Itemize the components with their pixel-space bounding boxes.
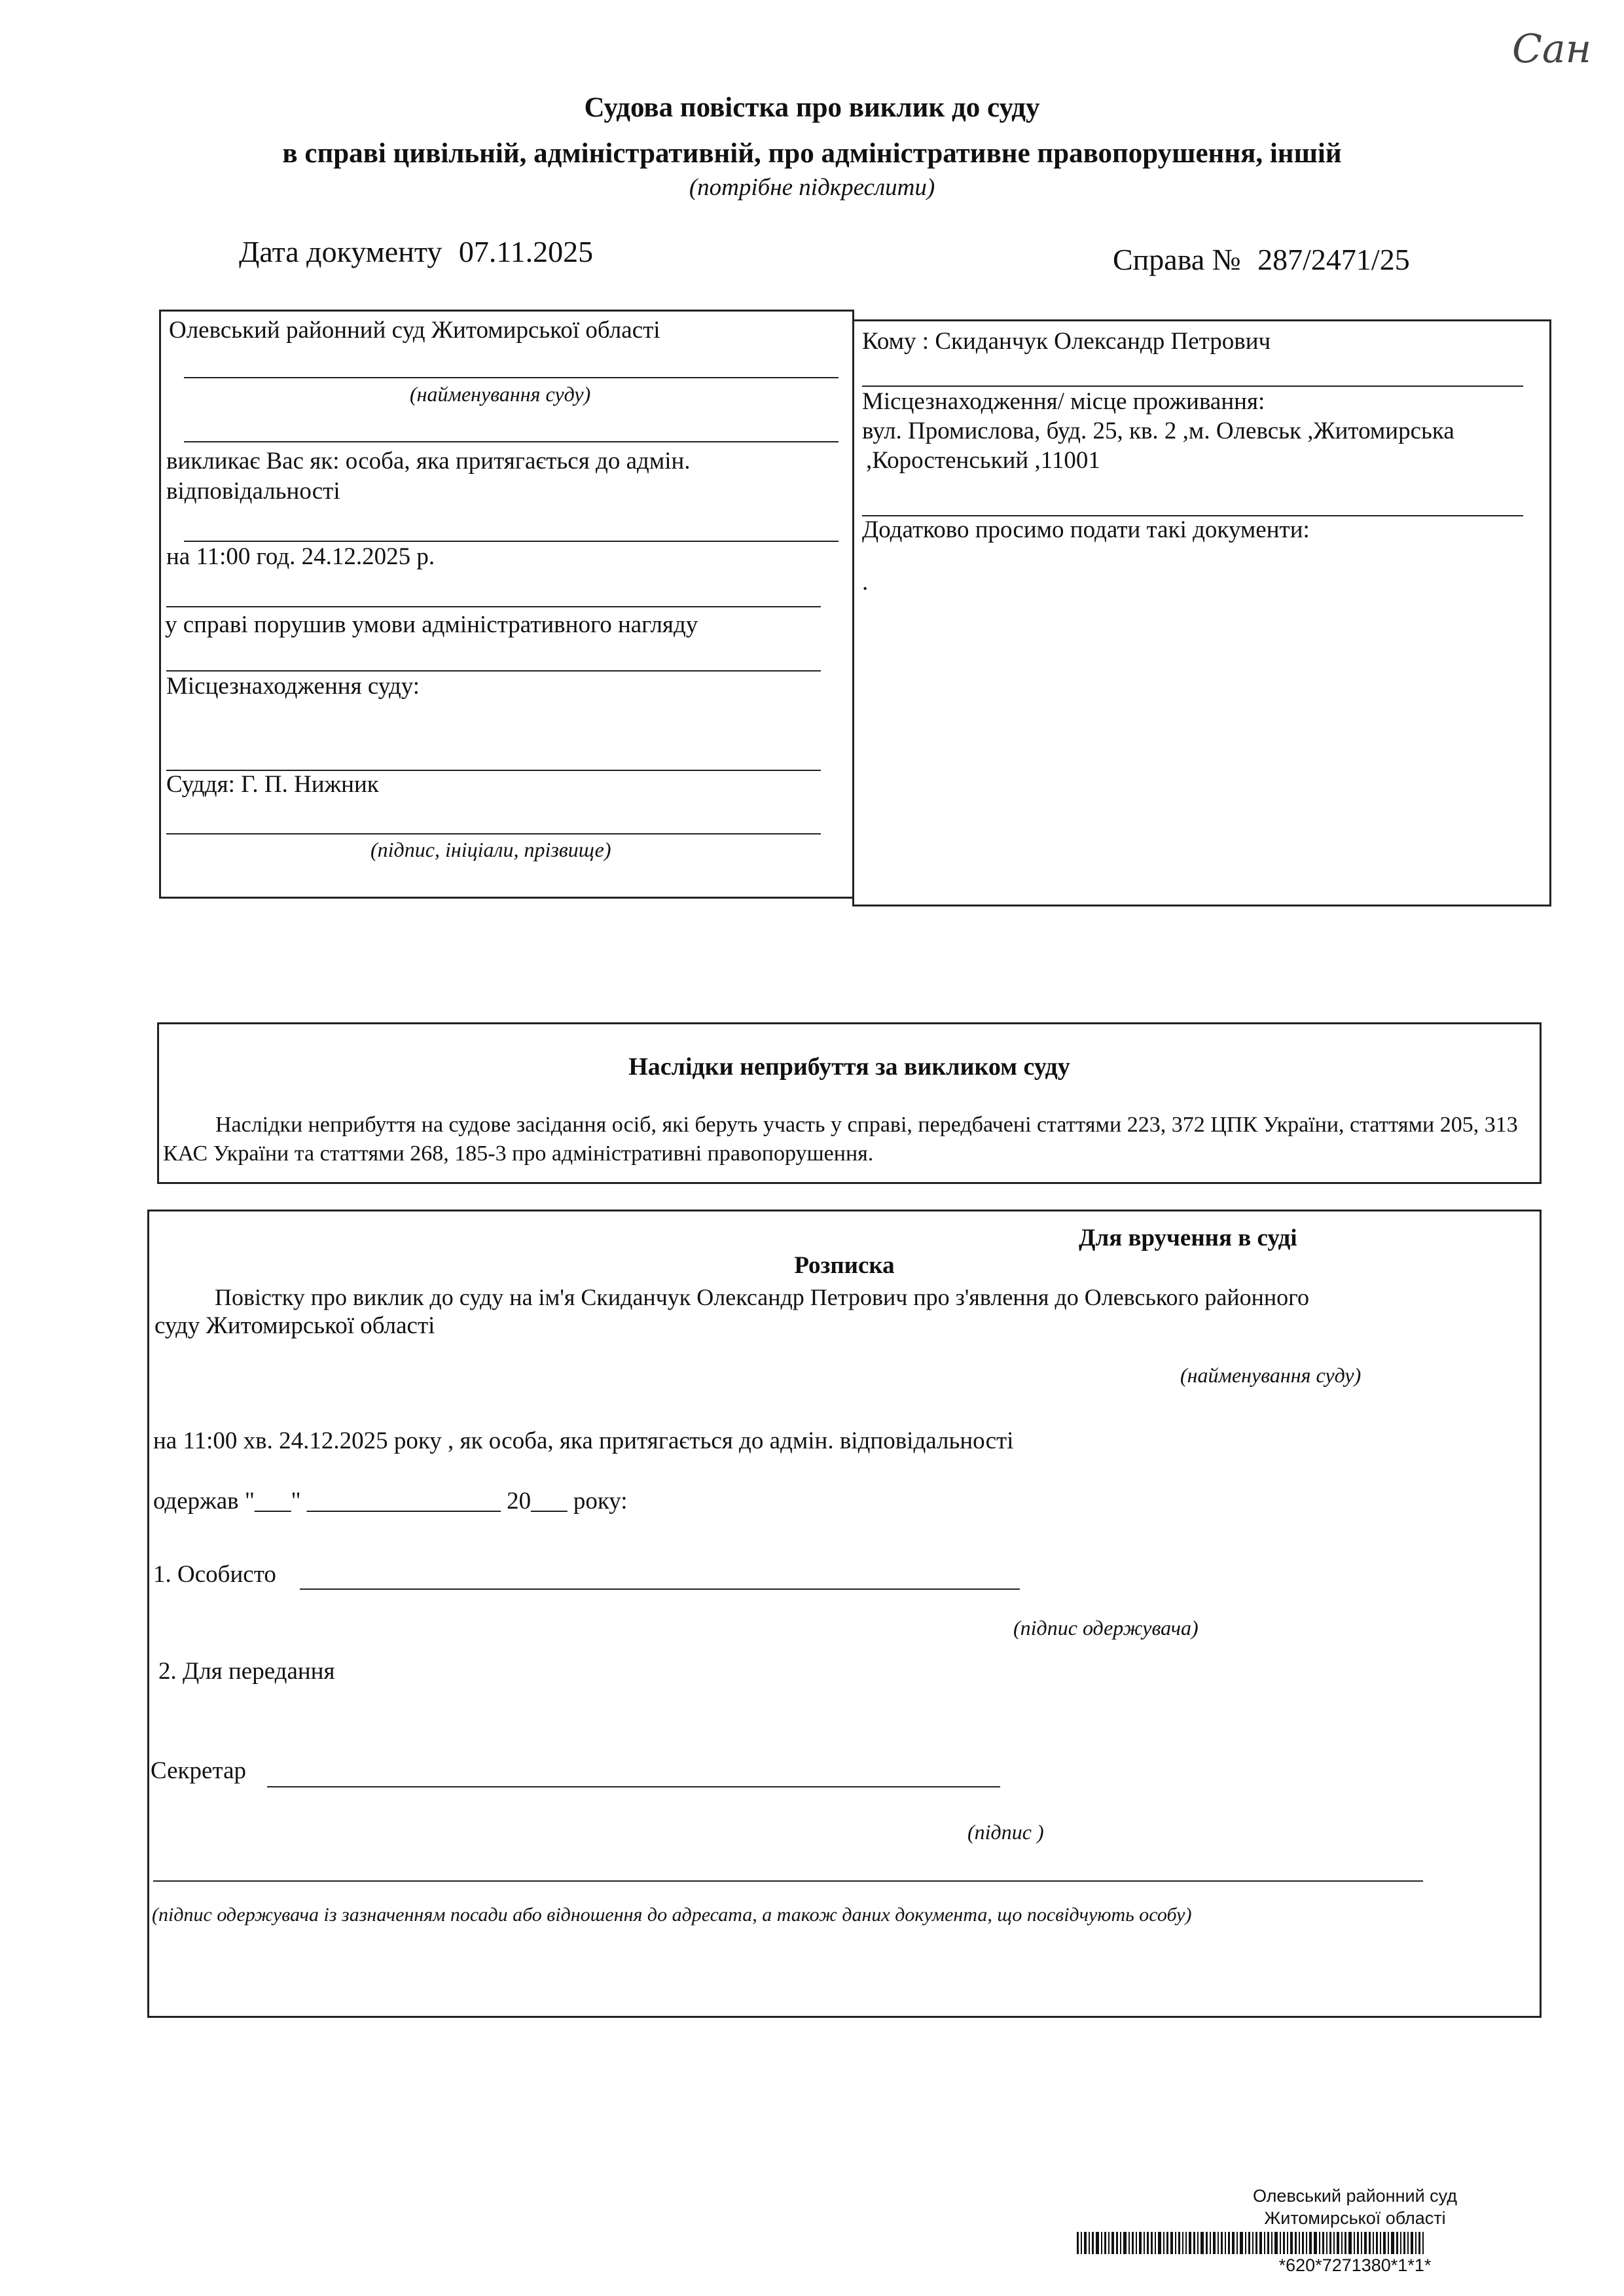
barcode-bar — [1116, 2232, 1118, 2254]
barcode-bar — [1418, 2232, 1420, 2254]
personally-signature-line — [300, 1588, 1020, 1590]
barcode-bar — [1283, 2232, 1285, 2254]
handwritten-note: Сан — [1512, 26, 1592, 72]
barcode-bar — [1373, 2232, 1374, 2254]
barcode-bar — [1361, 2232, 1362, 2254]
address-line-1: вул. Промислова, буд. 25, кв. 2 ,м. Олевськ ,Житомирська — [862, 418, 1454, 444]
consequences-box — [157, 1022, 1542, 1184]
barcode-bar — [1422, 2232, 1424, 2254]
summons-role: викликає Вас як: особа, яка притягається до адмін. відповідальності — [166, 448, 691, 505]
recipient-signature-line — [153, 1880, 1423, 1882]
barcode-bar — [1407, 2232, 1409, 2254]
document-title: Судова повістка про виклик до суду — [584, 92, 1040, 123]
barcode-bar — [1391, 2232, 1394, 2254]
barcode-bar — [1123, 2232, 1127, 2254]
barcode-bar — [1210, 2232, 1211, 2254]
case-number — [1113, 242, 1410, 277]
barcode-bar — [1322, 2232, 1324, 2254]
barcode-bar — [1314, 2232, 1317, 2254]
barcode-bar — [1252, 2232, 1254, 2254]
barcode-bar — [1369, 2232, 1371, 2254]
secretary-caption: (підпис ) — [967, 1820, 1044, 1844]
barcode-bar — [1411, 2232, 1413, 2254]
personally-label: 1. Особисто — [153, 1561, 276, 1588]
receipt-line-1: Повістку про виклик до суду на ім'я Скиданчук Олександр Петрович про з'явлення до Олевського районного — [215, 1284, 1310, 1310]
consequences-title: Наслідки неприбуття за викликом суду — [628, 1053, 1070, 1081]
receipt-time-line: на 11:00 хв. 24.12.2025 року , як особа, яка притягається до адмін. відповідальності — [153, 1427, 1014, 1454]
hearing-time: на 11:00 год. 24.12.2025 р. — [166, 543, 435, 570]
barcode-bar — [1344, 2232, 1346, 2254]
barcode — [1077, 2232, 1535, 2254]
barcode-bar — [1309, 2232, 1312, 2254]
secretary-signature-line — [267, 1786, 1000, 1787]
barcode-bar — [1132, 2232, 1134, 2254]
barcode-bar — [1144, 2232, 1145, 2254]
consequences-text: Наслідки неприбуття на судове засідання осіб, які беруть участь у справі, передбачені статтями 223, 372 ЦПК України, статтями 205, 313 КАС України та статтями 268, 185-3 про адміністративні правопорушення. — [163, 1113, 1518, 1166]
barcode-bar — [1341, 2232, 1343, 2254]
court-name: Олевський районний суд Житомирської області — [169, 317, 660, 344]
barcode-bar — [1319, 2232, 1320, 2254]
barcode-bar — [1326, 2232, 1327, 2254]
date-value: 07.11.2025 — [458, 235, 594, 268]
divider — [166, 606, 821, 607]
document-subtitle: в справі цивільній, адміністративній, про адміністративне правопорушення, іншій — [282, 138, 1342, 169]
footer-court-line-2: Житомирської області — [1264, 2208, 1446, 2228]
barcode-bar — [1383, 2232, 1386, 2254]
barcode-bar — [1084, 2232, 1087, 2254]
barcode-bar — [1299, 2232, 1300, 2254]
delivery-note: Для вручення в суді — [1079, 1225, 1297, 1251]
personally-caption: (підпис одержувача) — [1013, 1616, 1199, 1640]
barcode-bar — [1155, 2232, 1156, 2254]
barcode-bar — [1364, 2232, 1367, 2254]
barcode-bar — [1197, 2232, 1199, 2254]
barcode-bar — [1357, 2232, 1359, 2254]
barcode-bar — [1271, 2232, 1272, 2254]
secretary-label: Секретар — [151, 1757, 246, 1784]
bottom-caption: (підпис одержувача із зазначенням посади або відношення до адресата, а також даних документа, що посвідчують особу) — [152, 1904, 1192, 1926]
barcode-bar — [1248, 2232, 1250, 2254]
barcode-bar — [1175, 2232, 1176, 2254]
barcode-bar — [1255, 2232, 1257, 2254]
receipt-line-2: суду Житомирської області — [154, 1312, 435, 1339]
recipient-name: Кому : Скиданчук Олександр Петрович — [862, 328, 1271, 355]
court-name-caption: (найменування суду) — [410, 382, 591, 406]
barcode-bar — [1096, 2232, 1099, 2254]
divider — [184, 441, 839, 442]
date-label: Дата документу — [239, 235, 442, 268]
barcode-bar — [1240, 2232, 1243, 2254]
barcode-bar — [1354, 2232, 1355, 2254]
barcode-bar — [1101, 2232, 1102, 2254]
barcode-bar — [1280, 2232, 1281, 2254]
barcode-bar — [1400, 2232, 1401, 2254]
documents-value: . — [862, 569, 869, 596]
case-subject: у справі порушив умови адміністративного нагляду — [165, 611, 698, 638]
barcode-bar — [1287, 2232, 1288, 2254]
barcode-text: *620*7271380*1*1* — [1278, 2255, 1432, 2275]
barcode-bar — [1218, 2232, 1219, 2254]
address-line-2: ,Коростенський ,11001 — [866, 447, 1100, 474]
barcode-bar — [1225, 2232, 1226, 2254]
barcode-bar — [1163, 2232, 1164, 2254]
barcode-bar — [1221, 2232, 1223, 2254]
receipt-box — [147, 1210, 1542, 2018]
barcode-bar — [1245, 2232, 1246, 2254]
barcode-bar — [1232, 2232, 1235, 2254]
barcode-bar — [1236, 2232, 1238, 2254]
barcode-bar — [1376, 2232, 1378, 2254]
barcode-bar — [1228, 2232, 1230, 2254]
barcode-bar — [1200, 2232, 1204, 2254]
documents-label: Додатково просимо подати такі документи: — [862, 516, 1310, 543]
address-label: Місцезнаходження/ місце проживання: — [862, 388, 1265, 415]
barcode-bar — [1396, 2232, 1398, 2254]
barcode-bar — [1136, 2232, 1137, 2254]
barcode-bar — [1139, 2232, 1142, 2254]
barcode-bar — [1380, 2232, 1381, 2254]
judge-name: Суддя: Г. П. Нижник — [166, 771, 379, 798]
barcode-bar — [1147, 2232, 1149, 2254]
barcode-bar — [1329, 2232, 1331, 2254]
received-date-line: одержав "___" ________________ 20___ року: — [153, 1488, 628, 1515]
barcode-bar — [1403, 2232, 1405, 2254]
barcode-bar — [1337, 2232, 1339, 2254]
barcode-bar — [1089, 2232, 1090, 2254]
barcode-bar — [1290, 2232, 1293, 2254]
barcode-bar — [1120, 2232, 1121, 2254]
barcode-bar — [1104, 2232, 1106, 2254]
barcode-bar — [1151, 2232, 1153, 2254]
barcode-bar — [1333, 2232, 1335, 2254]
barcode-bar — [1415, 2232, 1416, 2254]
document-date — [239, 234, 593, 269]
divider — [166, 833, 821, 834]
divider — [184, 377, 839, 378]
barcode-bar — [1128, 2232, 1130, 2254]
footer-court-line-1: Олевський районний суд — [1252, 2186, 1458, 2206]
barcode-bar — [1264, 2232, 1265, 2254]
barcode-bar — [1302, 2232, 1304, 2254]
court-location-label: Місцезнаходження суду: — [166, 673, 420, 700]
barcode-bar — [1108, 2232, 1110, 2254]
barcode-bar — [1348, 2232, 1352, 2254]
summons-right-panel — [852, 319, 1551, 906]
barcode-bar — [1274, 2232, 1278, 2254]
barcode-bar — [1388, 2232, 1389, 2254]
case-label: Справа № — [1113, 243, 1241, 276]
barcode-bar — [1213, 2232, 1216, 2254]
barcode-bar — [1185, 2232, 1187, 2254]
barcode-bar — [1189, 2232, 1191, 2254]
barcode-bar — [1182, 2232, 1183, 2254]
barcode-bar — [1077, 2232, 1079, 2254]
judge-caption: (підпис, ініціали, прізвище) — [370, 838, 611, 861]
barcode-bar — [1178, 2232, 1180, 2254]
barcode-bar — [1306, 2232, 1307, 2254]
barcode-bar — [1081, 2232, 1082, 2254]
barcode-bar — [1092, 2232, 1094, 2254]
receipt-title: Розписка — [794, 1252, 895, 1279]
barcode-bar — [1170, 2232, 1173, 2254]
transfer-label: 2. Для передання — [158, 1658, 335, 1685]
barcode-bar — [1166, 2232, 1168, 2254]
underline-instruction: (потрібне підкреслити) — [689, 174, 935, 201]
receipt-court-caption: (найменування суду) — [1180, 1363, 1362, 1387]
barcode-bar — [1111, 2232, 1114, 2254]
barcode-bar — [1158, 2232, 1161, 2254]
barcode-bar — [1259, 2232, 1262, 2254]
barcode-bar — [1295, 2232, 1297, 2254]
case-value: 287/2471/25 — [1257, 243, 1410, 276]
summons-left-panel — [159, 310, 854, 899]
barcode-bar — [1267, 2232, 1269, 2254]
barcode-bar — [1206, 2232, 1208, 2254]
barcode-bar — [1193, 2232, 1195, 2254]
